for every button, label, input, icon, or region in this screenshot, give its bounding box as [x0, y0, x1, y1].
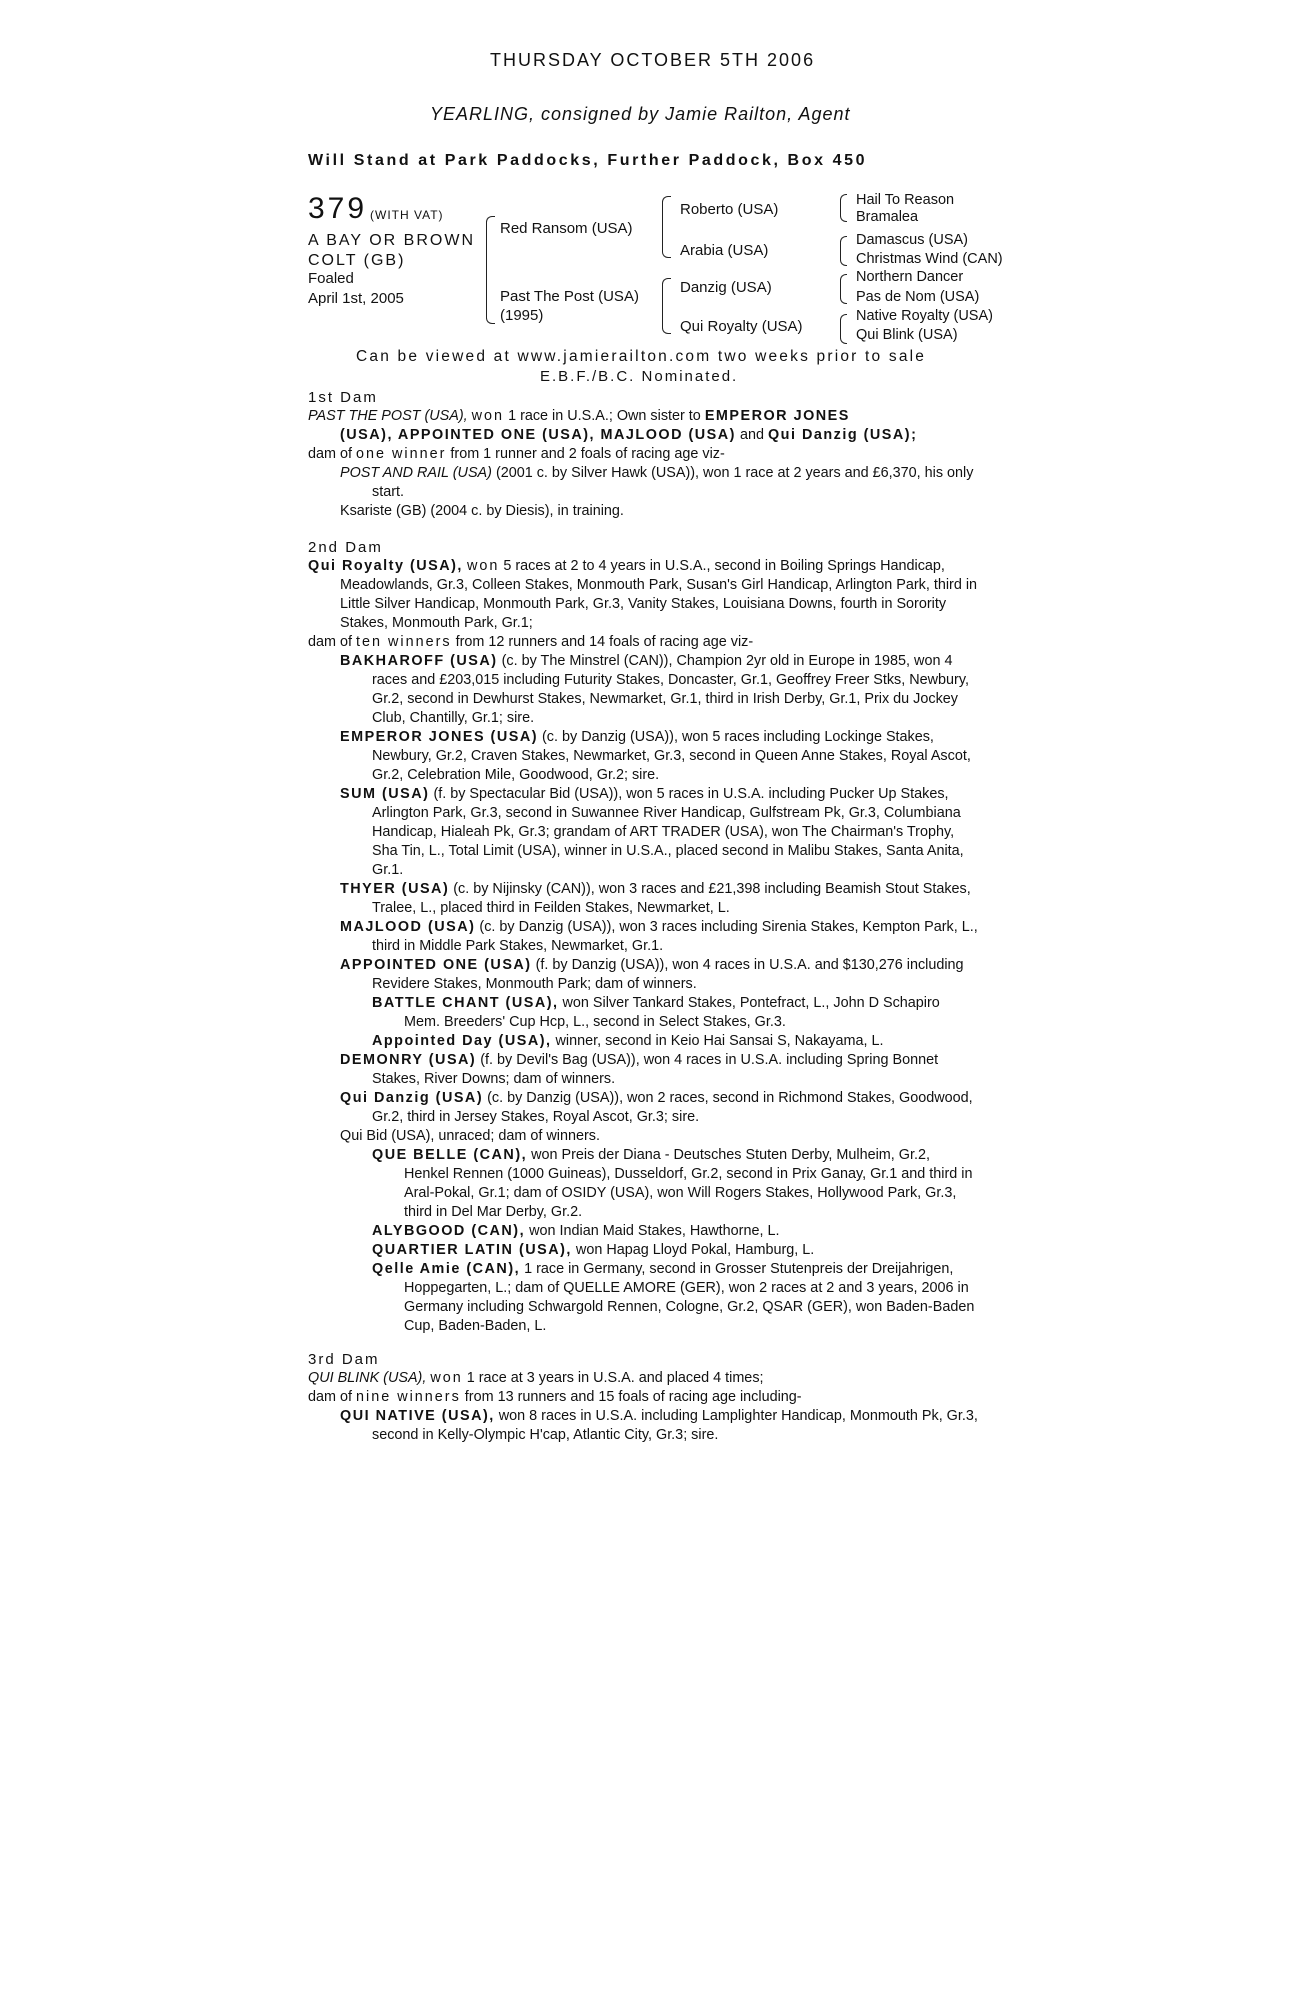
offspring-5 — [308, 918, 978, 956]
offspring-9b-name: ALYBGOOD (CAN), — [372, 1223, 526, 1239]
pedigree-brace-dam — [662, 278, 671, 334]
offspring-2-text: (c. by Danzig (USA)), won 5 races including Lockinge Stakes, Newbury, Gr.2, Craven Stakes, Newmarket, Gr.3, second in Queen Anne Stakes, Royal Ascot, Gr.2, Celebration Mile, Goodwood, Gr.2; sire. — [372, 729, 971, 783]
third-dam-intro — [308, 1369, 978, 1388]
first-dam-won: won — [471, 408, 505, 424]
first-dam-produce-1 — [308, 464, 978, 502]
second-dam-intro — [308, 557, 978, 633]
offspring-4 — [308, 880, 978, 918]
pedigree-brace-main — [486, 216, 495, 324]
pedigree-brace-ss — [840, 194, 847, 222]
pedigree-sds: Damascus (USA) — [856, 232, 968, 248]
offspring-5-name: MAJLOOD (USA) — [340, 919, 476, 935]
third-dam-heading: 3rd Dam — [308, 1351, 380, 1368]
offspring-1-text: (c. by The Minstrel (CAN)), Champion 2yr old in Europe in 1985, won 4 races and £203,015 including Futurity Stakes, Doncaster, Gr.1, Geoffrey Freer Stks, Newbury, Gr.2, second in Dewhurst Stakes, Newmarket, Gr.1, third in Irish Derby, Gr.1, Prix du Jockey Club, Chantilly, Gr.1; sire. — [372, 653, 969, 726]
first-dam-heading: 1st Dam — [308, 389, 378, 406]
pedigree-sdd: Christmas Wind (CAN) — [856, 251, 1003, 267]
offspring-2-name: EMPEROR JONES (USA) — [340, 729, 539, 745]
pedigree-sd: Arabia (USA) — [680, 242, 769, 259]
offspring-9a-name: QUE BELLE (CAN), — [372, 1147, 528, 1163]
offspring-9d — [308, 1260, 978, 1336]
pedigree-ds: Danzig (USA) — [680, 279, 772, 296]
second-dam-runners: from 12 runners and 14 foals of racing age viz- — [455, 634, 754, 650]
pedigree-dam-year: (1995) — [500, 307, 544, 324]
pedigree-brace-dd — [840, 314, 847, 344]
pedigree-brace-sd — [840, 236, 847, 266]
produce-1-name: POST AND RAIL (USA) — [340, 465, 492, 481]
offspring-8-text: (c. by Danzig (USA)), won 2 races, second in Richmond Stakes, Goodwood, Gr.2, third in Jersey Stakes, Royal Ascot, Gr.3; sire. — [372, 1090, 973, 1125]
third-dam-winners: nine winners — [356, 1389, 461, 1405]
lot-desc-1: A BAY OR BROWN — [308, 232, 475, 249]
offspring-6a — [308, 994, 978, 1032]
second-dam-winners: ten winners — [356, 634, 452, 650]
offspring-4-name: THYER (USA) — [340, 881, 450, 897]
second-dam-won: won — [466, 558, 500, 574]
offspring-6a-text: won Silver Tankard Stakes, Pontefract, L., John D Schapiro Mem. Breeders' Cup Hcp, L., second in Select Stakes, Gr.3. — [404, 995, 940, 1030]
offspring-9c — [308, 1241, 978, 1260]
first-dam-runners: from 1 runner and 2 foals of racing age viz- — [450, 446, 725, 462]
third-dam-offspring-1-text: won 8 races in U.S.A. including Lamplighter Handicap, Monmouth Pk, Gr.3, second in Kelly-Olympic H'cap, Atlantic City, Gr.3; sire. — [372, 1408, 978, 1443]
offspring-6b-text: winner, second in Keio Hai Sansai S, Nakayama, L. — [555, 1033, 884, 1049]
first-dam-produce-2: Ksariste (GB) (2004 c. by Diesis), in training. — [340, 503, 624, 519]
second-dam-dam-of — [308, 633, 978, 652]
offspring-9d-name: Qelle Amie (CAN), — [372, 1261, 521, 1277]
offspring-9b-text: won Indian Maid Stakes, Hawthorne, L. — [529, 1223, 780, 1239]
pedigree-dd: Qui Royalty (USA) — [680, 318, 803, 335]
offspring-3-text: (f. by Spectacular Bid (USA)), won 5 races in U.S.A. including Pucker Up Stakes, Arlington Park, Gr.3, second in Suwannee River Handicap, Gulfstream Pk, Gr.3, Columbiana Handicap, Hialeah Pk, Gr.3; grandam of ART TRADER (USA), won The Chairman's Trophy, Sha Tin, L., Total Limit (USA), winner in U.S.A., placed second in Malibu Stakes, Santa Anita, Gr.1. — [372, 786, 964, 878]
first-dam-sibling-1: EMPEROR JONES — [704, 408, 850, 424]
offspring-6-name: APPOINTED ONE (USA) — [340, 957, 532, 973]
pedigree-sire: Red Ransom (USA) — [500, 220, 633, 237]
third-dam-name: QUI BLINK (USA), — [308, 1370, 427, 1386]
second-dam-heading: 2nd Dam — [308, 539, 383, 556]
second-dam-dam-pre: dam of — [308, 634, 352, 650]
third-dam-section — [308, 1350, 978, 1445]
first-dam-name: PAST THE POST (USA), — [308, 408, 468, 424]
third-dam-dam-of — [308, 1388, 978, 1407]
consignment-line: YEARLING, consigned by Jamie Railton, Agent — [430, 104, 851, 124]
first-dam-dam-of: dam of — [308, 446, 352, 462]
third-dam-won: won — [430, 1370, 463, 1386]
offspring-6b-name: Appointed Day (USA), — [372, 1033, 552, 1049]
produce-1-text: (2001 c. by Silver Hawk (USA)), won 1 race at 2 years and £6,370, his only start. — [372, 465, 974, 500]
first-dam-and: and — [739, 427, 764, 443]
pedigree-sss: Hail To Reason — [856, 192, 955, 208]
pedigree-ssd: Bramalea — [856, 209, 919, 225]
pedigree-dds: Native Royalty (USA) — [856, 308, 993, 324]
offspring-9a-text: won Preis der Diana - Deutsches Stuten Derby, Mulheim, Gr.2, Henkel Rennen (1000 Guineas), Dusseldorf, Gr.2, second in Prix Ganay, Gr.1 and third in Aral-Pokal, Gr.1; dam of OSIDY (USA), won Will Rogers Stakes, Hollywood Park, Gr.3, third in Del Mar Derby, Gr.2. — [404, 1147, 973, 1220]
offspring-8 — [308, 1089, 978, 1127]
first-dam-sibling-last: Qui Danzig (USA); — [767, 427, 918, 443]
first-dam-line1 — [308, 407, 978, 426]
stand-location: Will Stand at Park Paddocks, Further Paddock, Box 450 — [308, 152, 868, 169]
offspring-6b — [308, 1032, 978, 1051]
offspring-9c-text: won Hapag Lloyd Pokal, Hamburg, L. — [575, 1242, 815, 1258]
third-dam-intro-text: 1 race at 3 years in U.S.A. and placed 4 times; — [466, 1370, 764, 1386]
third-dam-offspring-1-name: QUI NATIVE (USA), — [340, 1408, 495, 1424]
first-dam-section — [308, 388, 978, 521]
second-dam-intro-text: 5 races at 2 to 4 years in U.S.A., second in Boiling Springs Handicap, Meadowlands, Gr.3, Colleen Stakes, Monmouth Park, Susan's Girl Handicap, Arlington Park, third in Little Silver Handicap, Monmouth Park, Gr.3, Vanity Stakes, Louisiana Downs, fourth in Sorority Stakes, Monmouth Park, Gr.1; — [340, 558, 978, 631]
offspring-9c-name: QUARTIER LATIN (USA), — [372, 1242, 572, 1258]
offspring-8-name: Qui Danzig (USA) — [340, 1090, 484, 1106]
nomination-note: E.B.F./B.C. Nominated. — [540, 368, 739, 385]
first-dam-winners: one winner — [356, 446, 447, 462]
sale-date: THURSDAY OCTOBER 5TH 2006 — [490, 50, 816, 70]
first-dam-siblings: (USA), APPOINTED ONE (USA), MAJLOOD (USA) — [340, 427, 736, 443]
offspring-2 — [308, 728, 978, 785]
offspring-9: Qui Bid (USA), unraced; dam of winners. — [340, 1128, 600, 1144]
offspring-4-text: (c. by Nijinsky (CAN)), won 3 races and £21,398 including Beamish Stout Stakes, Tralee, L., placed third in Feilden Stakes, Newmarket, L. — [372, 881, 971, 916]
offspring-6a-name: BATTLE CHANT (USA), — [372, 995, 559, 1011]
offspring-9a — [308, 1146, 978, 1222]
offspring-7 — [308, 1051, 978, 1089]
vat-note: (WITH VAT) — [370, 208, 444, 222]
offspring-1-name: BAKHAROFF (USA) — [340, 653, 498, 669]
first-dam-line2 — [308, 426, 978, 445]
first-dam-line3 — [308, 445, 978, 464]
pedigree-ss: Roberto (USA) — [680, 201, 779, 218]
offspring-3 — [308, 785, 978, 880]
offspring-1 — [308, 652, 978, 728]
offspring-9b — [308, 1222, 978, 1241]
offspring-5-text: (c. by Danzig (USA)), won 3 races including Sirenia Stakes, Kempton Park, L., third in Middle Park Stakes, Newmarket, Gr.1. — [372, 919, 978, 954]
pedigree-brace-ds — [840, 274, 847, 304]
offspring-3-name: SUM (USA) — [340, 786, 430, 802]
offspring-6 — [308, 956, 978, 994]
pedigree-ddd: Qui Blink (USA) — [856, 327, 958, 343]
offspring-9d-text: 1 race in Germany, second in Grosser Stutenpreis der Dreijahrigen, Hoppegarten, L.; dam of QUELLE AMORE (GER), won 2 races at 2 and 3 years, 2006 in Germany including Schwargold Rennen, Cologne, Gr.2, QSAR (GER), won Baden-Baden Cup, Baden-Baden, L. — [404, 1261, 975, 1334]
third-dam-offspring-1 — [308, 1407, 978, 1445]
offspring-7-name: DEMONRY (USA) — [340, 1052, 477, 1068]
first-dam-text: 1 race in U.S.A.; Own sister to — [508, 408, 701, 424]
second-dam-section — [308, 538, 978, 1336]
pedigree-brace-sire — [662, 196, 671, 258]
third-dam-runners: from 13 runners and 15 foals of racing age including- — [464, 1389, 802, 1405]
lot-desc-4: April 1st, 2005 — [308, 290, 404, 307]
lot-desc-2: COLT (GB) — [308, 252, 406, 269]
second-dam-name: Qui Royalty (USA), — [308, 558, 463, 574]
viewing-note: Can be viewed at www.jamierailton.com two weeks prior to sale — [356, 348, 927, 365]
third-dam-dam-pre: dam of — [308, 1389, 352, 1405]
offspring-7-text: (f. by Devil's Bag (USA)), won 4 races in U.S.A. including Spring Bonnet Stakes, River Downs; dam of winners. — [372, 1052, 939, 1087]
offspring-6-text: (f. by Danzig (USA)), won 4 races in U.S.A. and $130,276 including Revidere Stakes, Monmouth Park; dam of winners. — [372, 957, 964, 992]
lot-number: 379 — [308, 192, 368, 225]
pedigree-dam: Past The Post (USA) — [500, 288, 639, 305]
lot-desc-3: Foaled — [308, 270, 354, 287]
pedigree-dsd: Pas de Nom (USA) — [856, 289, 980, 305]
pedigree-dss: Northern Dancer — [856, 269, 964, 285]
